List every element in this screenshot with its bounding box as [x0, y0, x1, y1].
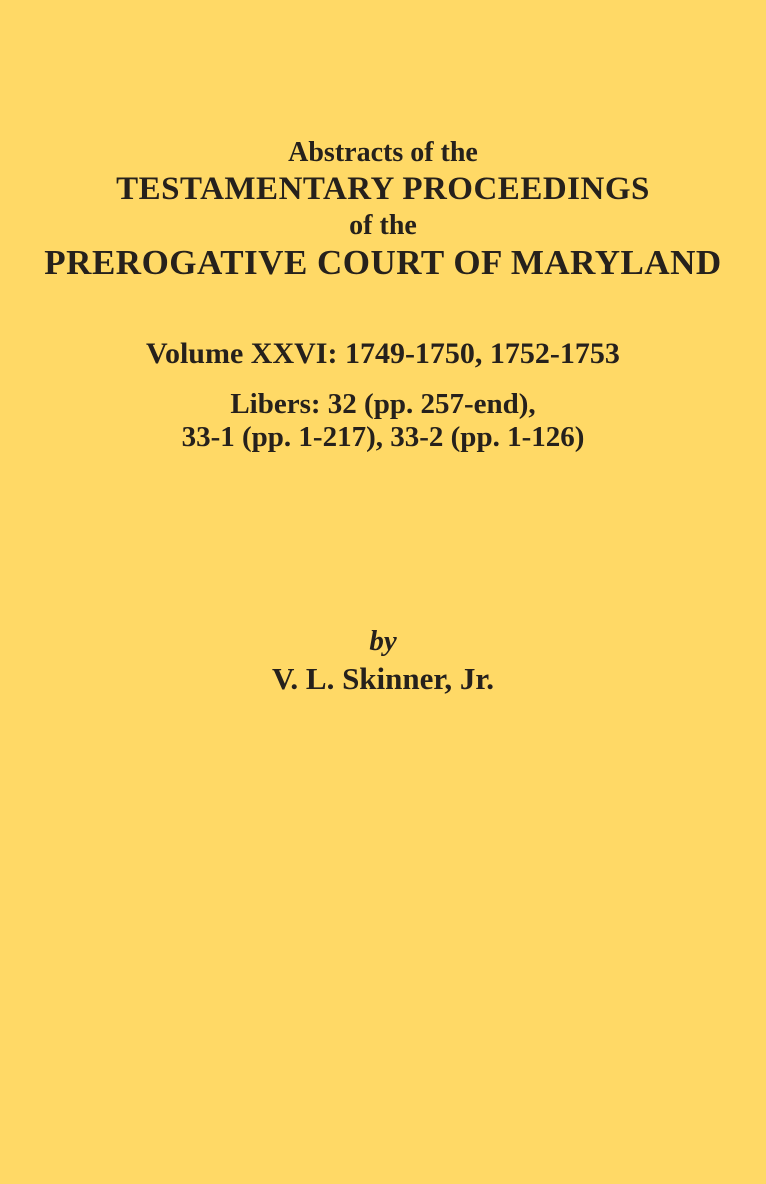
title-main-line-1: TESTAMENTARY PROCEEDINGS [116, 171, 650, 207]
libers-info-line-1: Libers: 32 (pp. 257-end), [230, 388, 536, 420]
title-connector: of the [349, 210, 417, 241]
author-name: V. L. Skinner, Jr. [272, 661, 494, 696]
byline: by [369, 625, 397, 657]
volume-info: Volume XXVI: 1749-1750, 1752-1753 [146, 337, 620, 370]
title-main-line-2: PREROGATIVE COURT OF MARYLAND [44, 243, 722, 282]
title-prefix: Abstracts of the [288, 137, 478, 168]
libers-info-line-2: 33-1 (pp. 1-217), 33-2 (pp. 1-126) [181, 421, 585, 453]
